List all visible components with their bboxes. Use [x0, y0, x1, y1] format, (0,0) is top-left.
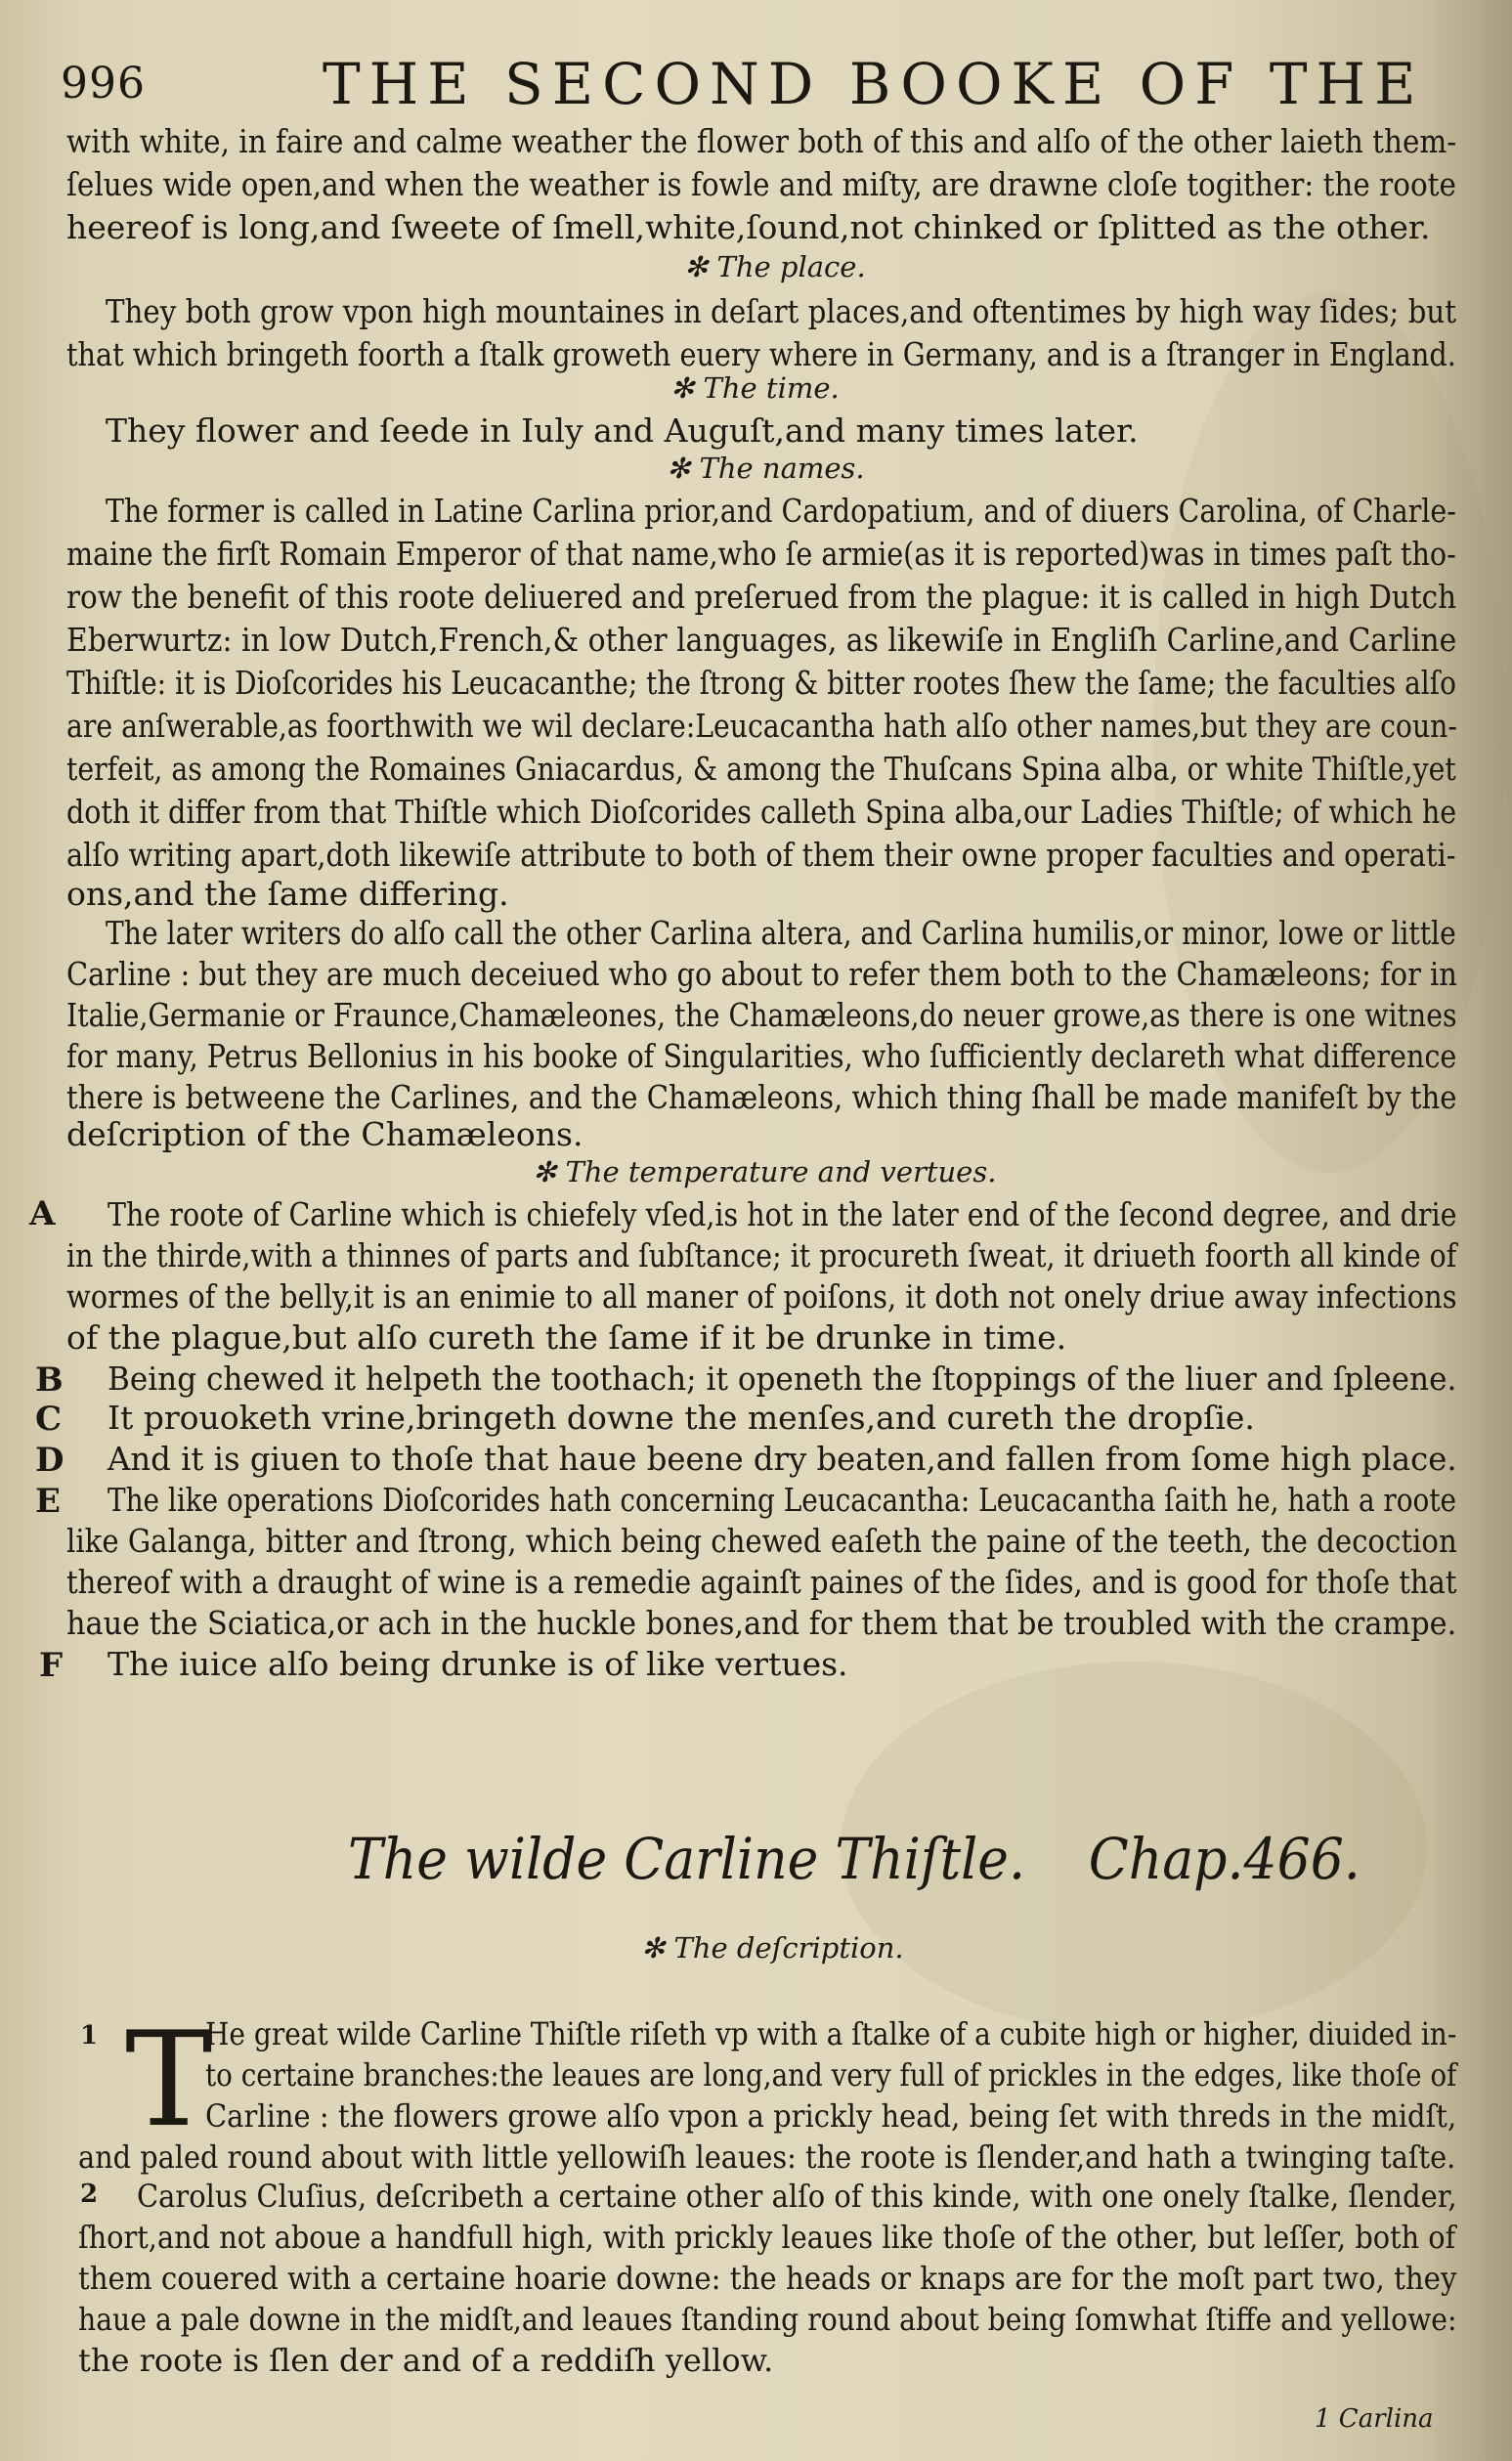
chapter-title: The wilde Carline Thiſtle.: [348, 1826, 1026, 1892]
margin-letter: C: [35, 1400, 63, 1439]
text-line: The roote of Carline which is chiefely vſed,is hot in the later end of the ſecond degree, and drie: [108, 1195, 1457, 1233]
chapter-number: Chap.466.: [1088, 1826, 1361, 1892]
text-line: alſo writing apart,doth likewiſe attribute to both of them their owne proper faculties and operati-: [66, 836, 1456, 874]
running-head: [61, 51, 1468, 119]
text-line: thereof with a draught of wine is a remedie againſt paines of the ſides, and is good for thoſe that: [66, 1563, 1457, 1601]
text-line: Carolus Cluſius, deſcribeth a certaine other alſo of this kinde, with one onely ſtalke, ſlender,: [137, 2178, 1457, 2215]
text-line: They flower and ſeede in Iuly and Auguſt,and many times later.: [106, 411, 1139, 450]
text-line: Carline : the flowers growe alſo vpon a prickly head, being ſet with threds in the midſt,: [205, 2097, 1457, 2135]
text-line: They both grow vpon high mountaines in deſart places,and oftentimes by high way ſides; but: [106, 292, 1457, 330]
text-line: heereof is long,and ſweete of ſmell,white,ſound,not chinked or ſplitted as the other.: [66, 208, 1431, 246]
text-line: of the plague,but alſo cureth the ſame if it be drunke in time.: [66, 1318, 1067, 1357]
margin-letter: D: [35, 1441, 65, 1480]
margin-letter: F: [39, 1646, 64, 1685]
margin-letter: A: [29, 1194, 56, 1233]
text-line: ſelues wide open,and when the weather is fowle and miſty, are drawne cloſe togither: the roote: [66, 165, 1456, 203]
text-line: And it is giuen to thoſe that haue beene dry beaten,and fallen from ſome high place.: [108, 1440, 1457, 1478]
text-line: haue the Sciatica,or ach in the huckle bones,and for them that be troubled with the crampe.: [66, 1604, 1457, 1642]
text-line: like Galanga, bitter and ſtrong, which being chewed eaſeth the paine of the teeth, the decoction: [66, 1522, 1457, 1560]
page-number: 996: [61, 59, 146, 108]
text-line: Eberwurtz: in low Dutch,French,& other languages, as likewiſe in Engliſh Carline,and Carline: [66, 621, 1457, 659]
text-line: with white, in faire and calme weather the flower both of this and alſo of the other laieth them-: [66, 122, 1457, 160]
section-heading-names: ✻ The names.: [667, 452, 865, 485]
text-line: doth it differ from that Thiſtle which Dioſcorides calleth Spina alba,our Ladies Thiſtle; of which he: [66, 793, 1457, 831]
catchword: 1 Carlina: [1315, 2404, 1434, 2434]
text-line: there is betweene the Carlines, and the Chamæleons, which thing ſhall be made manifeſt by the: [66, 1078, 1457, 1116]
text-line: ſhort,and not aboue a handfull high, with prickly leaues like thoſe of the other, but leſſer, both of: [78, 2219, 1456, 2256]
text-line: terfeit, as among the Romaines Gniacardus, & among the Thuſcans Spina alba, or white Thiſtle,yet: [66, 750, 1456, 788]
text-line: haue a pale downe in the midſt,and leaues ſtanding round about being ſomwhat ſtiffe and yellowe:: [78, 2301, 1457, 2338]
text-line: row the benefit of this roote deliuered and preſerued from the plague: it is called in high Dutch: [66, 578, 1456, 616]
text-line: deſcription of the Chamæleons.: [66, 1115, 583, 1153]
text-line: He great wilde Carline Thiſtle riſeth vp with a ſtalke of a cubite high or higher, diuided in-: [205, 2015, 1457, 2052]
text-line: Being chewed it helpeth the toothach; it openeth the ſtoppings of the liuer and ſpleene.: [108, 1360, 1457, 1398]
item-number: 2: [80, 2180, 99, 2209]
text-line: The iuice alſo being drunke is of like vertues.: [108, 1645, 848, 1683]
text-line: them couered with a certaine hoarie downe: the heads or knaps are for the moſt part two, they: [78, 2260, 1457, 2297]
text-line: The like operations Dioſcorides hath concerning Leucacantha: Leucacantha ſaith he, hath a roote: [108, 1481, 1457, 1519]
text-line: ons,and the ſame differing.: [66, 875, 509, 913]
text-line: Italie,Germanie or Fraunce,Chamæleones, the Chamæleons,do neuer growe,as there is one witnes: [66, 996, 1457, 1034]
section-heading-description: ✻ The deſcription.: [641, 1931, 904, 1964]
text-line: The later writers do alſo call the other Carlina altera, and Carlina humilis,or minor, lowe or little: [106, 914, 1456, 952]
text-line: maine the firſt Romain Emperor of that name,who ſe armie(as it is reported)was in times paſt tho-: [66, 535, 1456, 573]
margin-letter: B: [35, 1360, 64, 1400]
drop-cap: T: [125, 2004, 213, 2156]
text-line: to certaine branches:the leaues are long,and very full of prickles in the edges, like thoſe of: [205, 2056, 1457, 2094]
margin-letter: E: [35, 1482, 61, 1521]
section-heading-place: ✻ The place.: [684, 250, 866, 283]
chapter-heading: [348, 1826, 1424, 1892]
text-line: for many, Petrus Bellonius in his booke of Singularities, who ſufficiently declareth what difference: [66, 1037, 1457, 1075]
text-line: the roote is ſlen der and of a reddiſh yellow.: [78, 2342, 774, 2379]
item-number: 1: [80, 2021, 99, 2051]
text-line: The former is called in Latine Carlina prior,and Cardopatium, and of diuers Carolina, of Charle-: [106, 492, 1456, 530]
text-line: wormes of the belly,it is an enimie to all maner of poiſons, it doth not onely driue away infections: [66, 1277, 1457, 1316]
section-heading-temperature: ✻ The temperature and vertues.: [533, 1155, 997, 1188]
text-line: It prouoketh vrine,bringeth downe the menſes,and cureth the dropſie.: [108, 1399, 1255, 1437]
text-line: Carline : but they are much deceiued who go about to refer them both to the Chamæleons; for in: [66, 955, 1457, 993]
running-title: THE SECOND BOOKE OF THE: [323, 51, 1425, 117]
text-line: and paled round about with little yellowiſh leaues: the roote is ſlender,and hath a twinging taſte.: [78, 2138, 1456, 2176]
text-line: Thiſtle: it is Dioſcorides his Leucacanthe; the ſtrong & bitter rootes ſhew the ſame; the faculties alſo: [66, 664, 1456, 702]
text-line: in the thirde,with a thinnes of parts and ſubſtance; it procureth ſweat, it driueth foorth all kinde of: [66, 1236, 1457, 1274]
text-line: are anſwerable,as foorthwith we wil declare:Leucacantha hath alſo other names,but they are coun-: [66, 707, 1457, 745]
text-line: that which bringeth foorth a ſtalk groweth euery where in Germany, and is a ſtranger in England.: [66, 335, 1456, 373]
section-heading-time: ✻ The time.: [670, 371, 840, 405]
